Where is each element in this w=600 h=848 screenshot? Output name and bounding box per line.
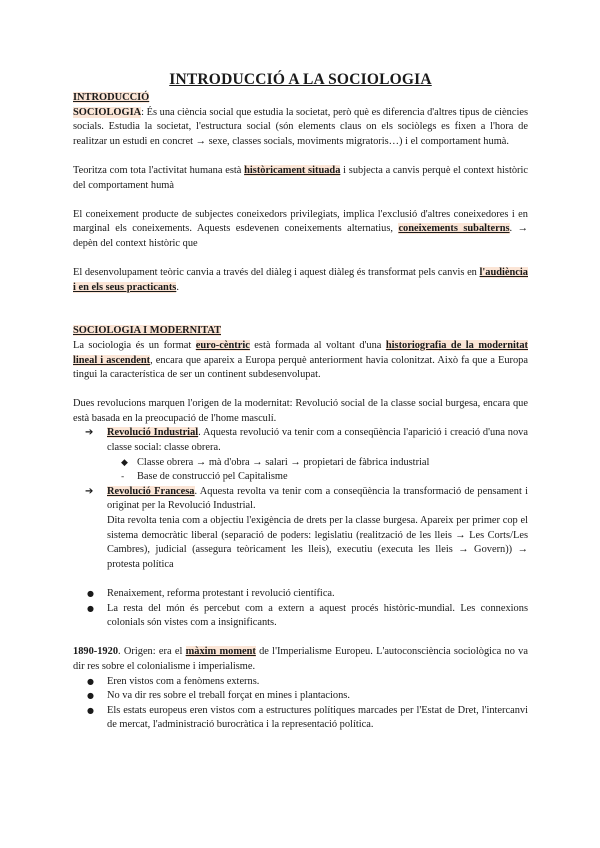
page-title: INTRODUCCIÓ A LA SOCIOLOGIA	[169, 71, 432, 88]
modern-paragraph-1: La sociologia és un format euro-cèntric està formada al voltant d'una historiografia de la modernitat lineal i ascendent, encara que apareix a Europa perquè anteriorment havia colonitzat. Això fa que a Europa tingui la característica de ser un continent subdesenvolupat.	[73, 339, 528, 381]
modern-paragraph-2: Dues revolucions marquen l'origen de la modernitat: Revolució social de la classe social burgesa, encara que està basada en la preocupació de l'home masculí.	[73, 398, 528, 424]
bullet-icon: ●	[87, 676, 94, 686]
bullet-icon: ●	[87, 691, 94, 701]
dash-bullet-icon: -	[121, 472, 125, 483]
bullet-icon: ●	[87, 603, 94, 613]
list-item-revolucio-industrial: ➔ Revolució Industrial. Aquesta revolució va tenir com a conseqüència l'aparició i creació d'una nova classe social: classe obrera.	[85, 426, 528, 455]
diamond-bullet-icon: ◆	[121, 457, 128, 468]
intro-definition: SOCIOLOGIA: És una ciència social que estudia la societat, però què es diferencia d'altres tipus de ciències socials. Estudia la societat, l'estructura social (són elements claus on els sociòlegs es fixen a l'hora de realitzar un estudi en concret → sexe, classes socials, moviments migratoris…) i el comportament humà.	[73, 106, 528, 147]
sub-list-item: ◆ Classe obrera → mà d'obra → salari → propietari de fàbrica industrial	[121, 456, 528, 471]
modern-heading: SOCIOLOGIA I MODERNITAT	[73, 325, 221, 337]
intro-paragraph-2: Teoritza com tota l'activitat humana està històricament situada i subjecta a canvis perquè el context històric del comportament humà	[73, 164, 528, 191]
list-item: ● Eren vistos com a fenòmens externs.	[87, 675, 528, 690]
list-item: ● La resta del món és percebut com a extern a aquest procés històric-mundial. Les connexions colonials són vistes com a insignificants.	[87, 602, 528, 631]
document-content	[73, 70, 528, 733]
bullet-icon: ●	[87, 589, 94, 598]
list-item-revolucio-francesa: ➔ Revolució Francesa. Aquesta revolta va tenir com a conseqüència la transformació de pensament i originat per la Revolució Industrial.	[85, 485, 528, 514]
sub-list-item: - Base de construcció pel Capitalisme	[121, 470, 528, 485]
intro-heading: INTRODUCCIÓ	[73, 92, 150, 103]
bullet-icon: ●	[87, 705, 94, 715]
right-arrow-icon: ➔	[85, 427, 94, 439]
intro-paragraph-4: El desenvolupament teòric canvia a través del diàleg i aquest diàleg és transformat pels canvis en l'audiència i en els seus practicants.	[73, 267, 528, 293]
right-arrow-icon: ➔	[85, 485, 94, 497]
list-item: ● Els estats europeus eren vistos com a estructures polítiques marcades per l'Estat de Dret, l'intercanvi de mercat, l'administració burocràtica i la representació política.	[87, 704, 528, 733]
modern-paragraph-3: 1890-1920. Origen: era el màxim moment de l'Imperialisme Europeu. L'autoconsciència sociològica no va dir res sobre el colonialisme i imperialisme.	[73, 646, 528, 672]
intro-paragraph-3: El coneixement producte de subjectes coneixedors privilegiats, implica l'exclusió d'altres coneixedores i en marginal els coneixements. Aquests esdevenen coneixements alternatius, coneixements subalterns. → depèn del context històric que	[73, 208, 528, 249]
revolucio-francesa-detail: Dita revolta tenia com a objectiu l'exigència de drets per la classe burgesa. Apareix per primer cop el sistema democràtic liberal (separació de poders: legislatiu (realització de les lleis → Les Corts/Les Cambres), judicial (assegura teòricament les lleis), executiu (executa les lleis → Govern)) → protesta política	[107, 515, 528, 570]
list-item: ● Renaixement, reforma protestant i revolució científica.	[87, 587, 528, 602]
list-item: ● No va dir res sobre el treball forçat en mines i plantacions.	[87, 689, 528, 704]
